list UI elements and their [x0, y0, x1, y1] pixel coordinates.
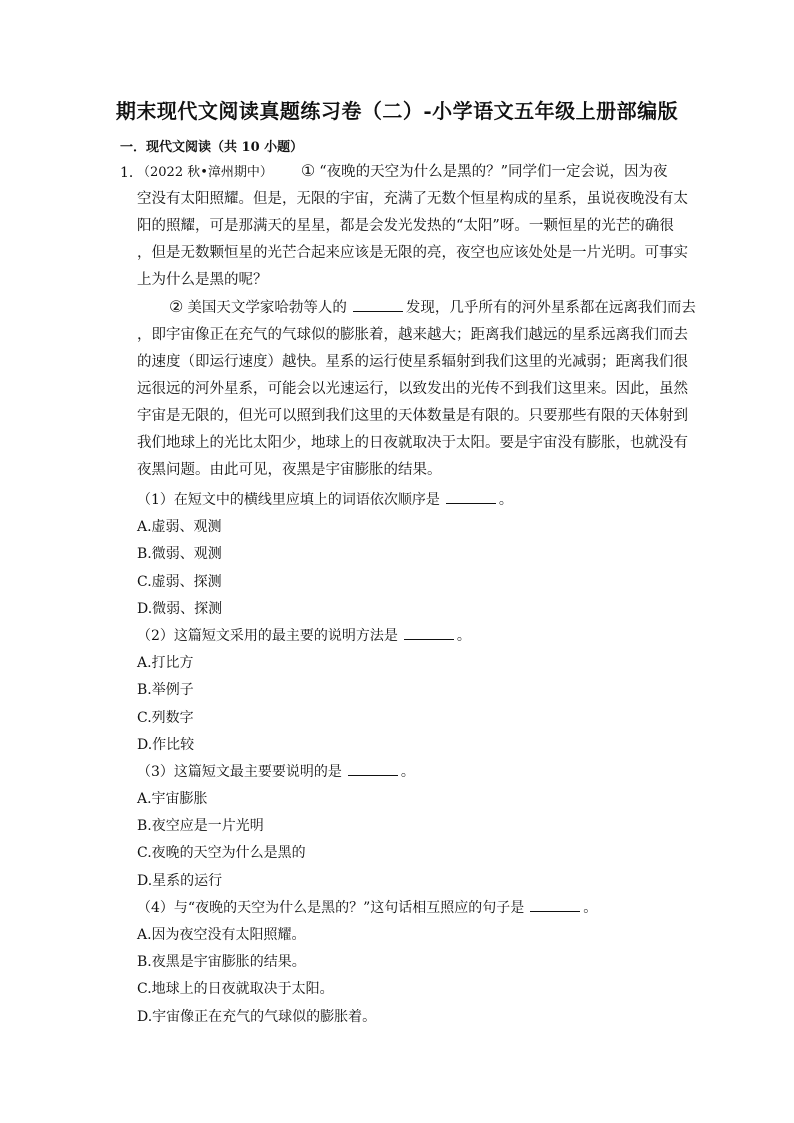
- page-title: 期末现代文阅读真题练习卷（二）-小学语文五年级上册部编版: [115, 99, 679, 123]
- answer-blank[interactable]: [404, 625, 454, 640]
- paragraph-line: 上为什么是黑的呢？: [137, 272, 268, 288]
- sub-question-stem: [137, 895, 597, 922]
- paragraph-text: 发现，几乎所有的河外星系都在远离我们而去: [405, 300, 696, 316]
- answer-option[interactable]: B.微弱、观测: [137, 546, 222, 563]
- stem-text: （2）这篇短文采用的最主要的说明方法是: [137, 627, 398, 644]
- paragraph-line: 宇宙是无限的，但光可以照到我们这里的天体数量是有限的。只要那些有限的天体射到: [137, 408, 688, 424]
- paragraph-line: 阳的照耀，可是那满天的星星，都是会发光发热的“太阳”呀。一颗恒星的光芒的确很: [137, 218, 674, 234]
- answer-option[interactable]: C.列数字: [137, 709, 194, 726]
- paragraph-marker: ②: [169, 297, 184, 316]
- stem-end: 。: [400, 763, 415, 780]
- answer-blank[interactable]: [446, 489, 496, 504]
- passage-paragraph-1: [137, 157, 688, 294]
- answer-option[interactable]: C.夜晚的天空为什么是黑的: [137, 845, 306, 862]
- stem-end: 。: [498, 492, 513, 508]
- sub-question-stem: [137, 759, 597, 786]
- paragraph-line: [137, 157, 677, 186]
- question-number: 1．: [120, 165, 143, 181]
- answer-option[interactable]: D.作比较: [137, 736, 195, 753]
- answer-option[interactable]: C.虚弱、探测: [137, 573, 222, 590]
- answer-option[interactable]: A.因为夜空没有太阳照耀。: [137, 927, 306, 943]
- stem-end: 。: [456, 627, 471, 644]
- answer-option[interactable]: B.夜空应是一片光明: [137, 818, 264, 835]
- paragraph-text: “夜晚的天空为什么是黑的？”同学们一定会说，因为夜: [319, 164, 668, 180]
- stem-text: （1）在短文中的横线里应填上的词语依次顺序是: [137, 492, 440, 508]
- answer-option[interactable]: B.举例子: [137, 682, 194, 699]
- paragraph-line: 的速度（即运行速度）越快。星系的运行使星系辐射到我们这里的光减弱；距离我们很: [137, 354, 688, 370]
- answer-option[interactable]: A.打比方: [137, 655, 194, 672]
- paragraph-line: ，即宇宙像正在充气的气球似的膨胀着，越来越大；距离我们越远的星系远离我们而去: [137, 327, 688, 343]
- paragraph-line: [137, 293, 696, 322]
- paragraph-line: 夜黑问题。由此可见，夜黑是宇宙膨胀的结果。: [137, 462, 442, 478]
- paragraph-line: 远很远的河外星系，可能会以光速运行，以致发出的光传不到我们这里来。因此，虽然: [137, 381, 688, 397]
- stem-text: （3）这篇短文最主要要说明的是: [137, 763, 342, 780]
- sub-question-stem: [137, 487, 597, 514]
- answer-option[interactable]: A.宇宙膨胀: [137, 791, 208, 808]
- sub-question-stem: [137, 623, 597, 650]
- section-heading: 一．现代文阅读（共 10 小题）: [120, 140, 304, 155]
- answer-option[interactable]: A.虚弱、观测: [137, 519, 222, 536]
- paragraph-text: 美国天文学家哈勃等人的: [187, 300, 347, 316]
- question-list: [137, 487, 597, 1031]
- answer-option[interactable]: D.宇宙像正在充气的气球似的膨胀着。: [137, 1008, 377, 1025]
- paragraph-marker: ①: [300, 161, 316, 180]
- answer-blank[interactable]: [348, 761, 398, 776]
- paragraph-line: 空没有太阳照耀。但是，无限的宇宙，充满了无数个恒星构成的星系，虽说夜晚没有太: [137, 191, 688, 207]
- answer-option[interactable]: D.星系的运行: [137, 872, 223, 889]
- answer-blank[interactable]: [530, 897, 580, 912]
- answer-option[interactable]: C.地球上的日夜就取决于太阳。: [137, 981, 334, 998]
- paragraph-line: 我们地球上的光比太阳少，地球上的日夜就取决于太阳。要是宇宙没有膨胀，也就没有: [137, 435, 688, 451]
- paragraph-line: ，但是无数颗恒星的光芒合起来应该是无限的亮，夜空也应该处处是一片光明。可事实: [137, 245, 688, 261]
- passage-paragraph-2: [137, 293, 696, 484]
- question-source: （2022 秋•漳州期中）: [137, 165, 273, 180]
- fill-blank[interactable]: [353, 297, 403, 312]
- answer-option[interactable]: D.微弱、探测: [137, 600, 223, 617]
- answer-option[interactable]: B.夜黑是宇宙膨胀的结果。: [137, 954, 306, 971]
- stem-text: （4）与“夜晚的天空为什么是黑的？”这句话相互照应的句子是: [137, 899, 525, 916]
- stem-end: 。: [583, 899, 598, 916]
